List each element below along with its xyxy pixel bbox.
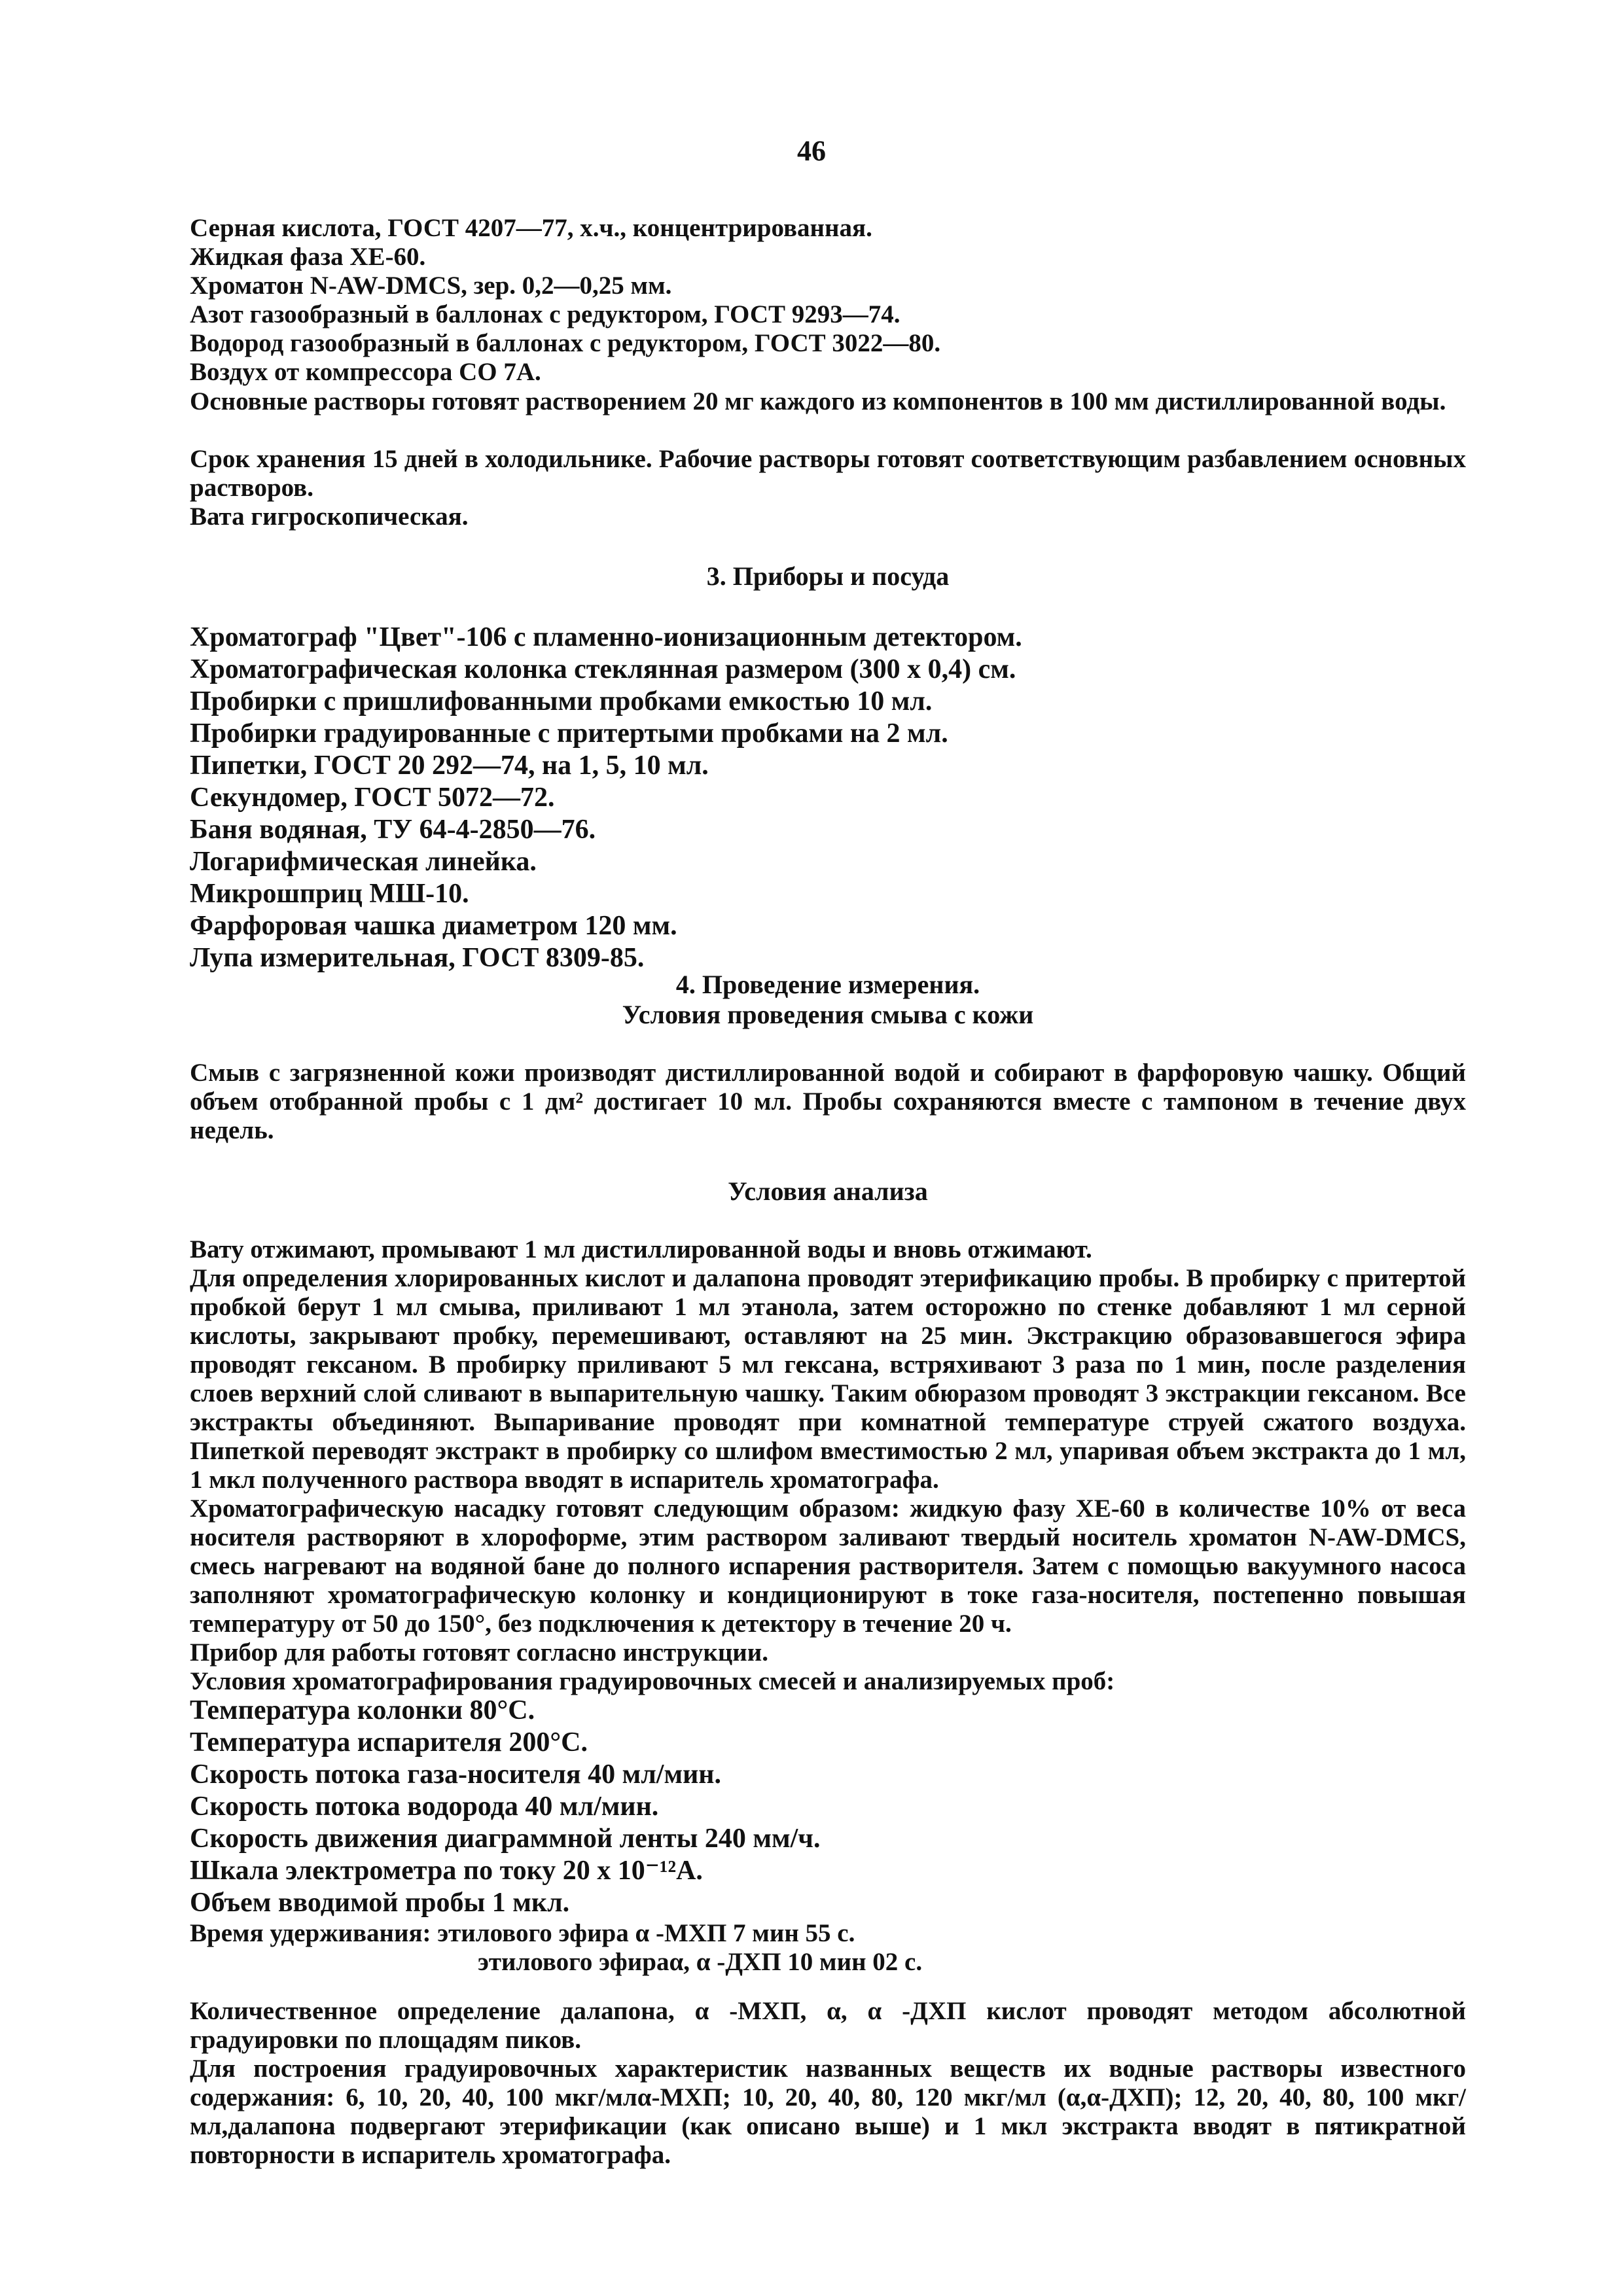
analysis-paragraph: Условия хроматографирования градуировочных смесей и анализируемых проб: [190,1667,1115,1695]
section-4-heading: 4. Проведение измерения. [675,970,980,999]
cotton-line: Вата гигроскопическая. [190,503,469,531]
reagent-item: Водород газообразный в баллонах с редуктором, ГОСТ 3022—80. [190,329,941,357]
condition-item: Температура испарителя 200°С. [190,1727,588,1757]
storage-paragraph: Срок хранения 15 дней в холодильнике. Рабочие растворы готовят соответствующим разбавлением основных растворов. [190,445,1466,502]
condition-item: Скорость движения диаграммной ленты 240 мм/ч. [190,1824,821,1854]
reagent-item: Жидкая фаза ХЕ-60. [190,243,426,271]
retention-time-line: Время удерживания: этилового эфира α -МХП 7 мин 55 с. [190,1919,855,1947]
calibration-paragraph-block [190,2055,1466,2170]
instrument-item: Логарифмическая линейка. [190,847,537,877]
quantification-paragraph: Количественное определение далапона, α -МХП, α, α -ДХП кислот проводят методом абсолютной градуировки по площадям пиков. [190,1997,1466,2054]
washing-paragraph-block [190,1059,1466,1145]
condition-item: Скорость потока газа-носителя 40 мл/мин. [190,1759,721,1790]
instrument-item: Пробирки градуированные с притертыми пробками на 2 мл. [190,718,948,749]
reagents-list [190,214,1466,387]
condition-item: Объем вводимой пробы 1 мкл. [190,1888,570,1918]
section-3-heading: 3. Приборы и посуда [706,561,950,591]
storage-paragraph-block [190,445,1466,503]
instrument-item: Микрошприц МШ-10. [190,879,469,909]
washing-paragraph: Смыв с загрязненной кожи производят дистиллированной водой и собирают в фарфоровую чашку. Общий объем отобранной пробы с 1 дм² достигает 10 мл. Пробы сохраняются вместе с тампоном в течение двух недель. [190,1059,1466,1144]
instrument-item: Пипетки, ГОСТ 20 292—74, на 1, 5, 10 мл. [190,751,709,781]
reagent-item: Азот газообразный в баллонах с редуктором, ГОСТ 9293—74. [190,300,901,328]
reagent-item: Серная кислота, ГОСТ 4207—77, х.ч., концентрированная. [190,214,872,242]
reagent-item: Хроматон N-AW-DMCS, зер. 0,2—0,25 мм. [190,272,672,300]
analysis-paragraph: Вату отжимают, промывают 1 мл дистиллированной воды и вновь отжимают. [190,1235,1092,1263]
instrument-item: Секундомер, ГОСТ 5072—72. [190,783,555,813]
retention-time-line-2: этилового эфираα, α -ДХП 10 мин 02 с. [478,1948,923,1976]
page-number: 46 [797,135,826,167]
analysis-heading: Условия анализа [728,1176,928,1206]
instrument-item: Фарфоровая чашка диаметром 120 мм. [190,911,677,941]
section-4-heading-block [190,970,1466,1030]
solutions-paragraph: Основные растворы готовят растворением 20 мг каждого из компонентов в 100 мм дистиллированной воды. [190,387,1446,415]
analysis-heading-block [190,1176,1466,1207]
condition-item: Температура колонки 80°С. [190,1695,535,1725]
instrument-item: Пробирки с пришлифованными пробками емкостью 10 мл. [190,686,933,716]
analysis-paragraph: Для определения хлорированных кислот и далапона проводят этерификацию пробы. В пробирку с притертой пробкой берут 1 мл смыва, приливают 1 мл этанола, затем осторожно по стенке добавляют 1 мл серной кислоты, закрывают пробку, перемешивают, оставляют на 25 мин. Экстракцию образовавшегося эфира проводят гексаном. В пробирку приливают 5 мл гексана, встряхивают 3 раза по 1 мин, после разделения слоев верхний слой сливают в выпарительную чашку. Таким обюразом проводят 3 экстракции гексаном. Все экстракты объединяют. Выпаривание проводят при комнатной температуре струей сжатого воздуха. Пипеткой переводят экстракт в пробирку со шлифом вместимостью 2 мл, упаривая объем экстракта до 1 мл, 1 мкл полученного раствора вводят в испаритель хроматографа. [190,1264,1466,1494]
analysis-paragraph: Хроматографическую насадку готовят следующим образом: жидкую фазу ХЕ-60 в количестве 10% от веса носителя растворяют в хлороформе, этим раствором заливают твердый носитель хроматон N-AW-DMCS, смесь нагревают на водяной бане до полного испарения растворителя. Затем с помощью вакуумного насоса заполняют хроматографическую колонку и кондиционируют в токе газа-носителя, постепенно повышая температуру от 50 до 150°, без подключения к детектору в течение 20 ч. [190,1494,1466,1638]
conditions-list [190,1695,1466,1977]
condition-item: Шкала электрометра по току 20 х 10⁻¹²А. [190,1856,703,1886]
analysis-paragraph: Прибор для работы готовят согласно инструкции. [190,1638,768,1667]
instrument-item: Хроматограф "Цвет"-106 с пламенно-ионизационным детектором. [190,622,1022,652]
quantification-paragraph-block [190,1997,1466,2055]
analysis-section [190,1235,1466,1696]
instrument-item: Лупа измерительная, ГОСТ 8309-85. [190,943,645,973]
instrument-item: Хроматографическая колонка стеклянная размером (300 х 0,4) см. [190,654,1016,684]
solutions-paragraph-block [190,387,1466,416]
reagent-item: Воздух от компрессора СО 7А. [190,358,541,386]
section-3-heading-block [190,561,1466,592]
instruments-list [190,622,1466,974]
condition-item: Скорость потока водорода 40 мл/мин. [190,1792,659,1822]
section-4-subheading: Условия проведения смыва с кожи [622,1000,1034,1029]
cotton-line-block [190,503,1466,531]
calibration-paragraph: Для построения градуировочных характеристик названных веществ их водные растворы известного содержания: 6, 10, 20, 40, 100 мкг/млα-МХП; 10, 20, 40, 80, 120 мкг/мл (α,α-ДХП); 12, 20, 40, 80, 100 мкг/мл,далапона подвергают этерификации (как описано выше) и 1 мкл экстракта вводят в пятикратной повторности в испаритель хроматографа. [190,2055,1466,2169]
instrument-item: Баня водяная, ТУ 64-4-2850—76. [190,815,596,845]
